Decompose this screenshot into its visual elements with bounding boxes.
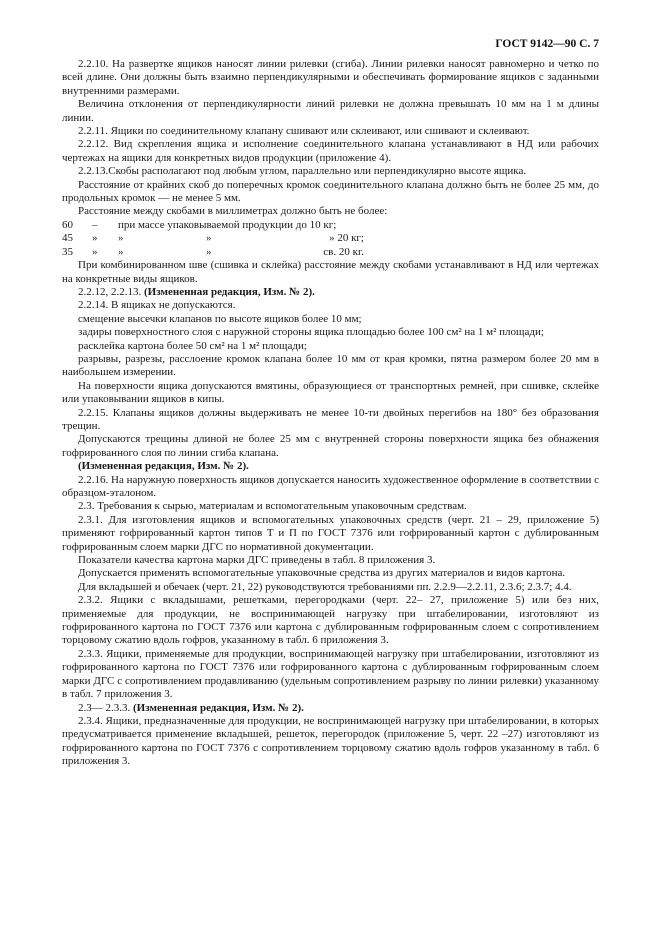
- table-cell: –: [92, 218, 98, 231]
- paragraph-text: 2.2.14. В ящиках не допускаются.: [78, 299, 236, 312]
- paragraph-text: разрывы, разрезы, расслоение кромок клапана более 10 мм от края кромки, пятна размером более 20 мм в наибольшем измерении.: [62, 352, 599, 379]
- paragraph-text: Величина отклонения от перпендикулярности линий рилевки не должна превышать 10 мм на 1 м длины линии.: [62, 98, 599, 124]
- paragraph-text: Расстояние между скобами в миллиметрах должно быть не более:: [78, 205, 388, 218]
- table-cell: 45: [62, 232, 73, 245]
- paragraph: [62, 433, 599, 460]
- table-cell: 60: [62, 218, 73, 231]
- paragraph: [62, 567, 599, 580]
- paragraph-text: 2.2.13.Скобы располагают под любым углом, параллельно или перпендикулярно высоте ящика.: [78, 165, 527, 178]
- paragraph: [62, 380, 599, 407]
- table-row: [58, 246, 368, 259]
- paragraph: [62, 460, 599, 473]
- paragraph-text: 2.2.15. Клапаны ящиков должны выдерживать не менее 10-ти двойных перегибов на 180° без образования трещин.: [62, 406, 599, 432]
- paragraph-text: Показатели качества картона марки ДГС приведены в табл. 8 приложения 3.: [78, 554, 436, 567]
- paragraph-text: 2.3.3. Ящики, применяемые для продукции, воспринимающей нагрузку при штабелировании, изготовляют из гофрированного картона по ГОСТ 7376 или гофрированного картона с дублированным гофрированным слоем марки ДГС с сопротивлением продавливанию (удельным сопротивлением разрыву по линии рилевки) указанному в табл. 7 приложения 3.: [62, 647, 599, 701]
- paragraph: [62, 286, 599, 299]
- paragraph: [62, 313, 599, 326]
- paragraph-text: 2.2.16. На наружную поверхность ящиков допускается наносить художественное оформление в соответствии с образцом-эталоном.: [62, 473, 599, 499]
- revision-note: (Измененная редакция, Изм. № 2).: [144, 285, 315, 298]
- paragraph: [62, 715, 599, 769]
- paragraph-group-2: [62, 259, 599, 768]
- paragraph-text: Допускаются трещины длиной не более 25 мм с внутренней стороны поверхности ящика без обнажения гофрированного слоя по линии сгиба клапана.: [62, 433, 599, 459]
- table-cell: »: [118, 245, 124, 258]
- paragraph: [62, 514, 599, 554]
- paragraph-text: 2.3. Требования к сырью, материалам и вспомогательным упаковочным средствам.: [78, 500, 467, 513]
- revision-note: (Измененная редакция, Изм. № 2).: [78, 460, 249, 473]
- paragraph-text: 2.3— 2.3.3.: [78, 701, 131, 714]
- paragraph: [62, 259, 599, 286]
- paragraph: [62, 554, 599, 567]
- paragraph: [62, 407, 599, 434]
- paragraph-text: Расстояние от крайних скоб до поперечных кромок соединительного клапана должно быть не более 25 мм, до продольных кромок — не менее 5 мм.: [62, 178, 599, 205]
- staple-spacing-table: [58, 219, 368, 259]
- paragraph: [62, 594, 599, 648]
- paragraph: [62, 326, 599, 339]
- paragraph: [62, 299, 599, 312]
- paragraph-text: 2.3.1. Для изготовления ящиков и вспомогательных упаковочных средств (черт. 21 – 29, приложение 5) применяют гофрированный картон типов Т и П по ГОСТ 7376 или гофрированный картон с дублированным гофрированным слоем марки ДГС по нормативной документации.: [62, 513, 599, 553]
- paragraph-group-1: [62, 58, 599, 219]
- paragraph: [62, 340, 599, 353]
- paragraph-text: 2.2.12, 2.2.13.: [78, 285, 142, 298]
- table-cell: »: [92, 245, 98, 258]
- table-cell: при массе упаковываемой продукции до 10 кг;: [118, 218, 337, 231]
- paragraph-text: задиры поверхностного слоя с наружной стороны ящика площадью более 100 см² на 1 м² площади;: [78, 326, 544, 339]
- paragraph: [62, 58, 599, 98]
- page-header: ГОСТ 9142—90 С. 7: [495, 38, 599, 50]
- paragraph-text: Для вкладышей и обечаек (черт. 21, 22) руководствуются требованиями пп. 2.2.9—2.2.11, 2.3.6; 2.3.7; 4.4.: [78, 580, 572, 593]
- paragraph-text: 2.2.10. На развертке ящиков наносят линии рилевки (сгиба). Линии рилевки наносят равномерно и четко по всей длине. Они должны быть взаимно перпендикулярными и обеспечивать формирование ящиков с заданными внутренними размерами.: [62, 58, 599, 97]
- paragraph: [62, 474, 599, 501]
- revision-note: (Измененная редакция, Изм. № 2).: [133, 701, 304, 714]
- paragraph-text: 2.2.12. Вид скрепления ящика и исполнение соединительного клапана устанавливают в НД или рабочих чертежах на ящики для конкретных видов продукции (приложение 4).: [62, 138, 599, 164]
- paragraph-text: При комбинированном шве (сшивка и склейка) расстояние между скобами устанавливают в НД или чертежах на конкретные виды ящиков.: [62, 259, 599, 285]
- table-row: [58, 219, 368, 232]
- paragraph: [62, 353, 599, 380]
- paragraph: [62, 165, 599, 178]
- table-cell: »: [92, 232, 98, 245]
- document-body: [62, 58, 599, 769]
- paragraph-text: Допускается применять вспомогательные упаковочные средства из других материалов и видов картона.: [78, 567, 566, 580]
- table-cell: 35: [62, 245, 73, 258]
- paragraph-text: 2.3.4. Ящики, предназначенные для продукции, не воспринимающей нагрузку при штабелировании, в которых предусматривается применение вкладышей, решеток, перегородок (приложение 5, черт. 22 –27) изготовляют из гофрированного картона по ГОСТ 7376 с сопротивлением торцовому сжатию вдоль гофров указанному в табл. 6 приложения 3.: [62, 714, 599, 768]
- paragraph: [62, 648, 599, 702]
- table-cell: »: [206, 245, 212, 258]
- paragraph: [62, 500, 599, 513]
- paragraph: [62, 205, 599, 218]
- paragraph: [62, 138, 599, 165]
- paragraph: [62, 702, 599, 715]
- paragraph: [62, 125, 599, 138]
- table-cell: »: [206, 232, 212, 245]
- paragraph-text: 2.3.2. Ящики с вкладышами, решетками, перегородками (черт. 22– 27, приложение 5) или без них, применяемые для продукции, не воспринимающей нагрузку при штабелировании, изготовляют из гофрированного картона по ГОСТ 7376 или картона с дублированным гофрированным слоем с сопротивлением торцовому сжатию вдоль гофров, указанному в табл. 6 приложения 3.: [62, 594, 599, 647]
- table-cell: » 20 кг;: [329, 232, 364, 245]
- table-cell: »: [118, 232, 124, 245]
- paragraph-text: На поверхности ящика допускаются вмятины, образующиеся от транспортных ремней, при сшивке, склейке или упаковывании ящиков в кипы.: [62, 379, 599, 406]
- paragraph: [62, 179, 599, 206]
- paragraph: [62, 98, 599, 125]
- paragraph-text: смещение высечки клапанов по высоте ящиков более 10 мм;: [78, 312, 362, 325]
- paragraph: [62, 581, 599, 594]
- table-row: [58, 232, 368, 245]
- paragraph-text: расклейка картона более 50 см² на 1 м² площади;: [78, 339, 307, 352]
- table-cell: св. 20 кг.: [323, 245, 364, 258]
- paragraph-text: 2.2.11. Ящики по соединительному клапану сшивают или склеивают, или сшивают и склеивают.: [78, 125, 530, 138]
